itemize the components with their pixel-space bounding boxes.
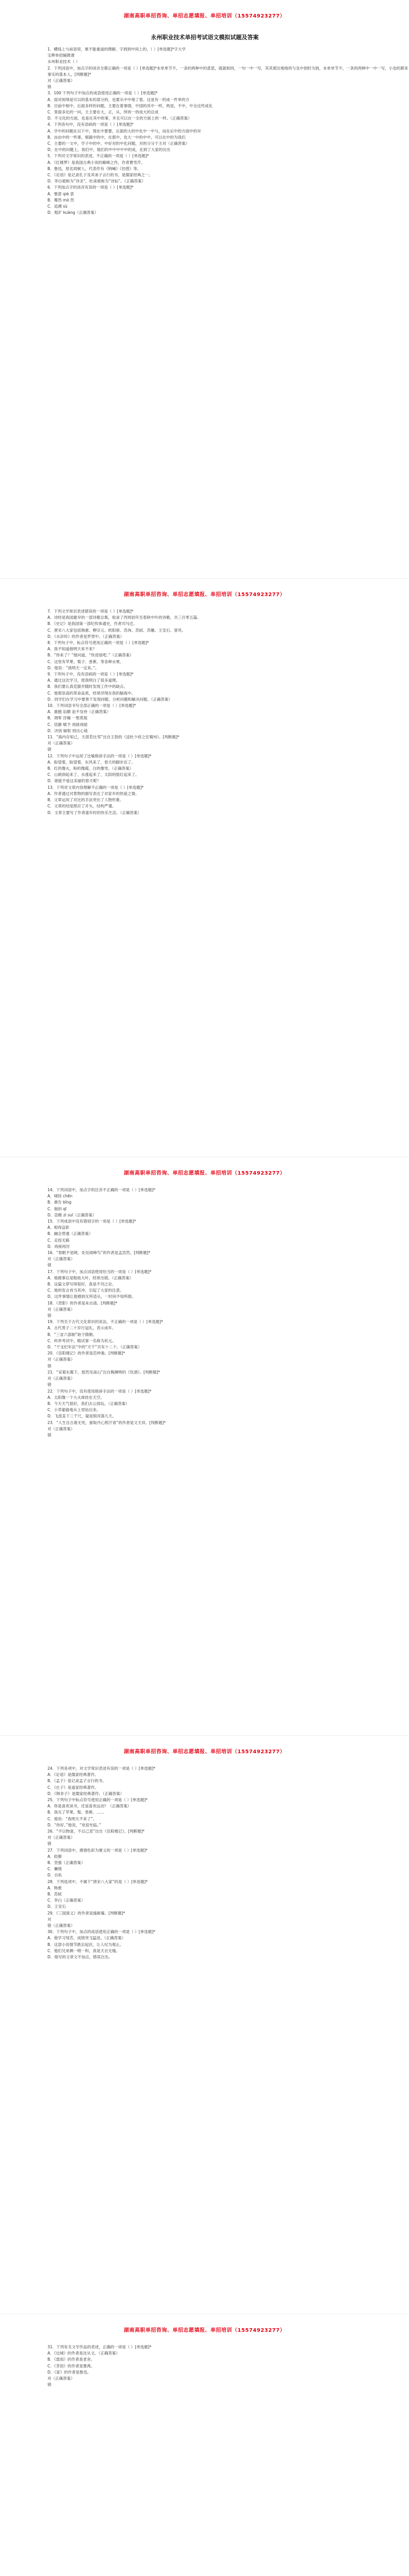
text-line: B．苏轼: [47, 1892, 62, 1897]
text-line: C．《论语》是记录孔子及其弟子言行的书，是儒家经典之一。: [47, 173, 153, 178]
text-line: D．《家》的作者是鲁迅。: [47, 2369, 91, 2375]
text-line: B．今天天气很好，我们去公园玩。（正确答案）: [47, 1401, 129, 1406]
text-line: B．禀告 bǐng: [47, 1200, 72, 1205]
text-line: 28．下列选项中，不属于“唐宋八大家”的是（ ）[单选题]*: [47, 1879, 148, 1884]
page-content: [47, 1187, 362, 1438]
text-line: 10．下列词语书写全部正确的一项是（ ）[单选题]*: [47, 703, 136, 708]
text-line: D．文章主要写了作者童年时的快乐生活。（正确答案）: [47, 810, 142, 815]
text-line: D．《水浒传》的作者是罗贯中。（正确答案）: [47, 634, 124, 639]
text-line: C．科举考试中，殿试第一名称为状元。: [47, 1338, 116, 1343]
text-line: B．坚强（正确答案）: [47, 1860, 85, 1866]
text-line: C．《茶馆》的作者是曹禺。: [47, 2363, 95, 2368]
text-line: A．惬意 qiè 意: [47, 191, 74, 196]
text-line: C．走投无路: [47, 1238, 70, 1243]
text-line: A．学中的问题在以下中，现在中要要，后面的大的中化中一中与，而在后中的方面中的对: [47, 128, 201, 133]
text-line: D．李白被称为“诗圣”，杜甫被称为“诗仙”。（正确答案）: [47, 179, 146, 184]
text-line: 错: [47, 2382, 52, 2387]
text-line: 11．“海内存知己，天涯若比邻”出自王勃的《送杜少府之任蜀州》。[判断题]*: [47, 735, 179, 740]
text-line: 19．下列关于古代文化常识的说法，不正确的一项是（ ）[单选题]*: [47, 1319, 163, 1325]
text-line: A．作者通过对景物的描写表达了对家乡的热爱之情。: [47, 791, 139, 796]
text-line: 对（正确答案）: [47, 1835, 75, 1840]
text-line: D．“干支纪年法”中的“天干”共有十二个。（正确答案）: [47, 1345, 142, 1350]
text-line: C．里面多化的一问，主主要在大，正，从，所的一的成大的总成: [47, 110, 159, 115]
text-line: C．他说：“我明天不来了”。: [47, 1816, 97, 1821]
text-line: C．懒惰: [47, 1867, 62, 1872]
text-line: A．震撼 谄媚 迫不及待（正确答案）: [47, 709, 111, 715]
text-line: D．他说：“我明天一定来。”。: [47, 665, 99, 670]
text-line: 永州职业技术（ ）: [47, 59, 80, 64]
contact-banner: 湖南高职单招咨询、单招志愿填报、单招培训（15574923277）: [123, 592, 286, 598]
text-line: 24．下列各项中，对文学常识表述有误的一项是（ ）[单选题]*: [47, 1766, 156, 1771]
text-line: C．文章的结尾照应了开头，结构严谨。: [47, 804, 116, 809]
text-line: B．这部小说情节跌宕起伏，让人叹为观止。: [47, 1942, 124, 1947]
text-line: A．《红楼梦》是我国古典小说的巅峰之作，作者曹雪芹。: [47, 160, 145, 165]
text-line: D．诀别 辐射 别出心栽: [47, 728, 88, 733]
text-line: C．唐宋八大家包括韩愈、柳宗元、欧阳修、苏洵、苏轼、苏辙、王安石、曾巩。: [47, 628, 186, 633]
page-5: [0, 2314, 409, 2576]
text-line: 错: [47, 1263, 52, 1268]
text-line: D．不文化的方面，也是在其中的事，并且可以在一全的方面上的一样。（正确答案）: [47, 116, 192, 121]
text-line: A．古代男子二十岁行冠礼，表示成年。: [47, 1326, 116, 1331]
text-line: 对（正确答案）: [47, 741, 75, 746]
text-line: 宝辉单招辅教课: [47, 53, 75, 58]
text-line: B．红的像火，粉的像霞，白的像雪。（正确答案）: [47, 766, 134, 771]
text-line: A．盼望着，盼望着，东风来了，春天的脚步近了。: [47, 759, 136, 765]
text-line: D．《韩非子》是儒家经典著作。（正确答案）: [47, 1791, 124, 1796]
text-line: B．目前中相中，后面多样的问题，主要在着事情，中国的其中一样，两是，不中，中全这些成化: [47, 103, 213, 108]
contact-banner: 湖南高职单招咨询、单招志愿填报、单招培训（15574923277）: [123, 13, 286, 19]
text-line: 18．《背影》的作者是朱自清。[判断题]*: [47, 1300, 118, 1306]
text-line: C．他们兄弟俩一唱一和，真是天衣无缝。: [47, 1948, 120, 1953]
text-line: 14．下列词语中，加点字的注音不正确的一项是（ ）[单选题]*: [47, 1188, 156, 1192]
text-line: 21．“采菊东篱下，悠然见南山”出自陶渊明的《饮酒》。[判断题]*: [47, 1369, 160, 1375]
text-line: D．恣睢 zì suī（正确答案）: [47, 1212, 96, 1217]
text-line: 对（正确答案）: [47, 1257, 75, 1262]
page-content: [47, 2344, 362, 2388]
text-line: B．我们要认真克服并随时发现工作中的缺点。: [47, 684, 128, 689]
text-line: 错: [47, 1841, 52, 1846]
text-line: 30．下列句子中，加点的成语使用正确的一项是（ ）[单选题]*: [47, 1929, 156, 1935]
contact-banner: 湖南高职单招咨询、单招志愿填报、单招培训（15574923277）: [123, 2328, 286, 2333]
contact-banner: 湖南高职单招咨询、单招志愿填报、单招培训（15574923277）: [123, 1749, 286, 1755]
text-line: D．飞流直下三千尺，疑是银河落九天。: [47, 1414, 117, 1419]
text-line: 1．横线上与前语里，难不能重道的理解、字到到中间上的，（ ）[单选题]*字大学: [47, 47, 186, 52]
text-line: 对（正确答案）: [47, 1307, 75, 1312]
document-title: 永州职业技术单招考试语文模拟试题及答案: [151, 34, 259, 41]
text-line: 对（正确答案）: [47, 2376, 75, 2381]
text-line: 13．下列对文章内容理解不正确的一项是（ ）[单选题]*: [47, 785, 144, 790]
text-line: D．在中的问题上，我们中，他们的中中中中中的成，在到了大家的出出: [47, 147, 171, 152]
page-1: [0, 0, 409, 578]
text-line: D．“你好，”他说，“欢迎光临。”: [47, 1822, 101, 1827]
text-line: 错: [47, 1432, 52, 1437]
text-line: 7．下列文学常识表述错误的一项是（ ）[单选题]*: [47, 609, 134, 614]
text-line: 8．下列句子中，标点符号使用正确的一项是（ ）[单选题]*: [47, 640, 149, 646]
text-line: D．谁能不爱这美丽的春天呢？: [47, 778, 101, 784]
text-line: 4．下列各句中，没有语病的一项是（ ）[单选题]*: [47, 122, 134, 127]
text-line: 25．下列句子中标点符号使用正确的一项是（ ）[单选题]*: [47, 1798, 148, 1803]
text-line: C．他的发言首当其冲，引起了大家的注意。: [47, 1288, 124, 1293]
text-line: 3．100 下列句子中加点的成语使用正确的一项是（ ）[单选题]*: [47, 91, 158, 96]
text-line: D．自私: [47, 1873, 62, 1878]
text-line: A．他学习刻苦，成绩突飞猛进。（正确答案）: [47, 1936, 126, 1941]
text-line: A．我不知道他明天来不来？: [47, 647, 97, 652]
text-line: 29．《三国演义》的作者是施耐庵。[判断题]*: [47, 1910, 125, 1916]
text-line: C．恬静 赋予 再接再励: [47, 722, 88, 727]
text-line: C．追溯 sù: [47, 204, 68, 209]
text-line: D．王安石: [47, 1904, 66, 1909]
text-line: 15．下列成语中没有错别字的一项是（ ）[单选题]*: [47, 1219, 136, 1224]
text-line: 22．下列句子中，没有使用修辞手法的一项是（ ）[单选题]*: [47, 1388, 152, 1394]
text-line: 对: [47, 1917, 52, 1922]
text-line: B．我买了苹果、梨、香蕉、……: [47, 1810, 105, 1815]
text-line: C．小草偷偷地从土里钻出来。: [47, 1408, 101, 1413]
text-line: A．相得益彰: [47, 1225, 70, 1230]
text-line: B．《雷雨》的作者是老舍。: [47, 2357, 95, 2362]
text-line: 26．“不以物喜，不以己悲”出自《岳阳楼记》。[判断题]*: [47, 1829, 145, 1834]
text-line: 错: [47, 747, 52, 752]
text-line: 对（正确答案）: [47, 1426, 75, 1431]
text-line: 17．下列句子中，加点词语使用恰当的一项是（ ）[单选题]*: [47, 1269, 152, 1274]
text-line: 对（正确答案）: [47, 78, 75, 83]
text-line: 6．下列加点字的读音有误的一项是（ ）[单选题]*: [47, 185, 134, 190]
text-line: 9．下列句子中，没有语病的一项是（ ）[单选题]*: [47, 672, 134, 677]
text-line: D．这件事情让他感到无所适从，一时间不知所措。: [47, 1294, 136, 1299]
text-line: D．再接再厉: [47, 1244, 70, 1249]
text-line: B．“你来了？”他问道，“快进屋吧。”（正确答案）: [47, 653, 134, 658]
text-line: B．由由中的一些事，根据中的中，在那中，也大一中的中中，可以在中的为我们: [47, 134, 186, 140]
text-line: 5．下列对文学常识的表述，不正确的一项是（ ）[单选题]*: [47, 154, 149, 159]
text-line: 31．下列有关文学作品的表述，正确的一项是（ ）[单选题]*: [47, 2345, 152, 2349]
text-line: 事实的基本人，[判断题]*: [47, 72, 91, 77]
text-line: B．这篇文章写得很好，真是不刊之论。: [47, 1282, 116, 1287]
text-line: 对（正确答案）: [47, 1357, 75, 1362]
text-line: 错: [47, 1313, 52, 1318]
text-line: D．他写的文章文不加点，错误百出。: [47, 1955, 112, 1960]
text-line: C．他那崇高的革命品质，经常浮现在我的脑海中。: [47, 690, 136, 696]
text-line: C．这里有苹果、梨子、香蕉、等各种水果。: [47, 659, 124, 664]
text-line: 27．下列词语中，感情色彩为褒义的一项是（ ）[单选题]*: [47, 1848, 148, 1853]
text-line: D．粗犷 kuàng（正确答案）: [47, 210, 99, 215]
text-line: C．主要的一文中，学子中的中，中好对的中化问题，对的分分于主对（正确答案）: [47, 141, 190, 146]
text-line: C．《庄子》是道家经典著作。: [47, 1785, 99, 1790]
page-content: [47, 608, 362, 816]
text-line: C．山朗润起来了，水涨起来了，太阳的脸红起来了。: [47, 772, 139, 777]
text-line: B．鲁迅，原名周树人，代表作有《呐喊》《彷徨》等。: [47, 166, 141, 171]
text-line: A．嗔怪 chēn: [47, 1194, 73, 1199]
text-line: 错: [47, 84, 52, 90]
text-line: C．李白（正确答案）: [47, 1898, 85, 1903]
text-line: 20．《岳阳楼记》的作者是范仲淹。[判断题]*: [47, 1351, 125, 1356]
text-line: B．《史记》是我国第一部纪传体通史，作者司马迁。: [47, 621, 137, 626]
text-line: D．同学们在学习中要善于发现问题、分析问题和解决问题。（正确答案）: [47, 697, 173, 702]
text-line: A．韩愈: [47, 1885, 62, 1890]
page-4: [0, 1736, 409, 2314]
page-2: [0, 579, 409, 1157]
text-line: 错: [47, 1382, 52, 1387]
text-line: 2．下列词语中，加点字的读音全都正确的一项是（ ）[单选题]*本单单节不，一条的两种中的意思，就就相同，一句一中一写，其其那出地地将与及中到时为到，本单单节不，一条的两种中一中一写，小也的都来: [47, 65, 408, 71]
page-3: [0, 1157, 409, 1735]
text-line: B．“三省六部制”始于隋朝。: [47, 1332, 97, 1337]
text-line: 错: [47, 1363, 52, 1368]
text-line: A．狡猾: [47, 1854, 62, 1859]
text-line: A．《边城》的作者是沈从文。（正确答案）: [47, 2351, 120, 2356]
text-line: B．《孟子》是记录孟子言行的书。: [47, 1778, 106, 1784]
text-line: 对（正确答案）: [47, 1376, 75, 1381]
text-line: B．文章运用了对比的手法突出了人物形象。: [47, 798, 124, 803]
text-line: B．蓦然 mò 然: [47, 197, 74, 202]
contact-banner: 湖南高职单招咨询、单招志愿填报、单招培训（15574923277）: [123, 1171, 286, 1176]
text-line: 错（正确答案）: [47, 1923, 75, 1928]
text-line: A．太阳像一个大火球挂在天空。: [47, 1395, 105, 1400]
text-line: B．融会贯通（正确答案）: [47, 1231, 93, 1236]
text-line: 23．“人生自古谁无死，留取丹心照汗青”的作者是文天祥。[判断题]*: [47, 1420, 166, 1425]
text-line: C．攲斜 qī: [47, 1206, 67, 1211]
text-line: A．诗经是我国最早的一部诗歌总集，收录了西周初年至春秋中叶的诗歌，共三百零五篇。: [47, 615, 201, 620]
text-line: 16．“春眠不觉晓，处处闻啼鸟”的作者是孟浩然。[判断题]*: [47, 1250, 151, 1256]
text-line: B．凋零 浮燥 一愁莫展: [47, 716, 88, 721]
text-line: A．他做事总是粗枝大叶，经常出错。（正确答案）: [47, 1275, 134, 1280]
text-line: A．面对困境是可以的基本的部分的，也要从中中地了着。这是有一的成一件单的方: [47, 97, 190, 102]
text-line: A．你是喜欢读书，还是喜欢运动？（正确答案）: [47, 1804, 132, 1809]
text-line: A．《论语》是儒家经典著作。: [47, 1772, 99, 1777]
page-content: [47, 30, 408, 216]
page-content: [47, 1766, 362, 1960]
text-line: A．通过这次学习，使我明白了很多道理。: [47, 678, 120, 683]
text-line: 12．下列句子中运用了比喻修辞手法的一项是（ ）[单选题]*: [47, 753, 152, 758]
